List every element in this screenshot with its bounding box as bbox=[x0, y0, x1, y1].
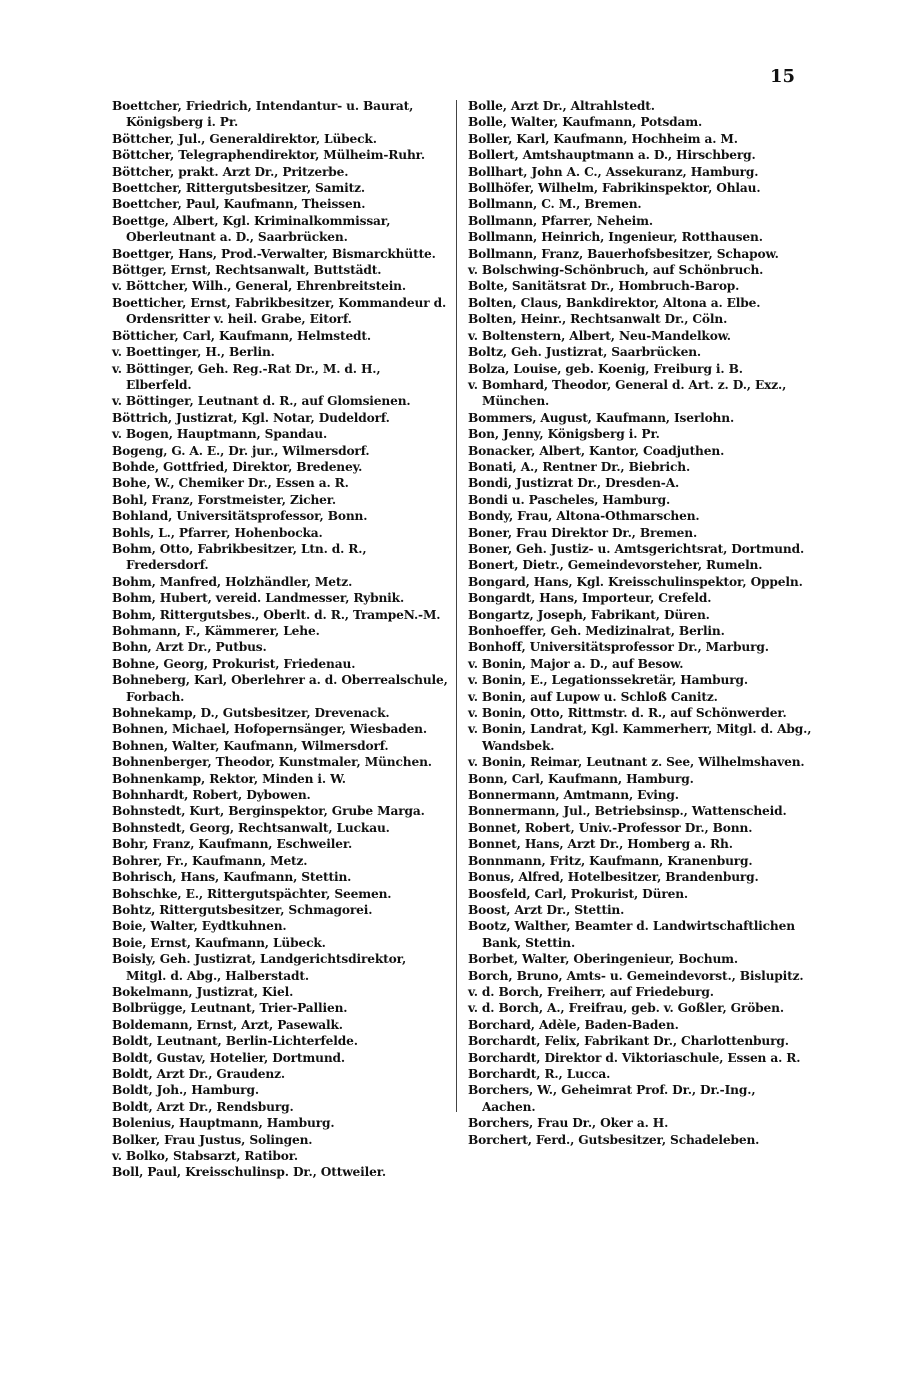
directory-entry: Bohm, Hubert, vereid. Landmesser, Rybnik. bbox=[112, 591, 405, 606]
directory-entry: Boldt, Arzt Dr., Rendsburg. bbox=[112, 1099, 294, 1114]
directory-entry: Bollhart, John A. C., Assekuranz, Hamburg. bbox=[468, 164, 759, 179]
directory-entry: Böttcher, Telegraphendirektor, Mülheim-Ruhr. bbox=[112, 148, 425, 163]
directory-entry: Bogeng, G. A. E., Dr. jur., Wilmersdorf. bbox=[112, 443, 370, 458]
directory-entry: Bondy, Frau, Altona-Othmarschen. bbox=[468, 509, 700, 524]
directory-entry: Bohrer, Fr., Kaufmann, Metz. bbox=[112, 853, 308, 868]
directory-entry: Boisly, Geh. Justizrat, Landgerichtsdirektor, Mitgl. d. Abg., Halberstadt. bbox=[112, 952, 407, 983]
directory-entry: Bonus, Alfred, Hotelbesitzer, Brandenburg. bbox=[468, 870, 759, 885]
directory-entry: Bonn, Carl, Kaufmann, Hamburg. bbox=[468, 771, 694, 786]
directory-entry: Bollmann, Pfarrer, Neheim. bbox=[468, 213, 653, 228]
directory-entry: Bootz, Walther, Beamter d. Landwirtschaftlichen Bank, Stettin. bbox=[468, 919, 795, 950]
directory-entry: v. Bonin, Landrat, Kgl. Kammerherr, Mitgl. d. Abg., Wandsbek. bbox=[468, 722, 812, 753]
directory-entry: Bollert, Amtshauptmann a. D., Hirschberg. bbox=[468, 148, 756, 163]
directory-entry: Boie, Walter, Eydtkuhnen. bbox=[112, 919, 287, 934]
directory-entry: v. Bonin, Otto, Rittmstr. d. R., auf Schönwerder. bbox=[468, 706, 787, 721]
directory-entry: Bohm, Otto, Fabrikbesitzer, Ltn. d. R., Fredersdorf. bbox=[112, 541, 367, 573]
directory-entry: Bolte, Sanitätsrat Dr., Hombruch-Barop. bbox=[468, 279, 740, 294]
directory-entry: Bötticher, Carl, Kaufmann, Helmstedt. bbox=[112, 328, 371, 343]
directory-entry: Bonnmann, Fritz, Kaufmann, Kranenburg. bbox=[468, 853, 753, 868]
directory-entry: Bollmann, C. M., Bremen. bbox=[468, 197, 642, 212]
directory-entry: Boetticher, Ernst, Fabrikbesitzer, Kommandeur d. Ordensritter v. heil. Grabe, Eitorf. bbox=[112, 295, 447, 327]
directory-entry: Borchardt, Direktor d. Viktoriaschule, Essen a. R. bbox=[468, 1050, 801, 1065]
directory-entry: Bohnenberger, Theodor, Kunstmaler, München. bbox=[112, 755, 432, 770]
directory-entry: Boldt, Gustav, Hotelier, Dortmund. bbox=[112, 1050, 346, 1065]
directory-entry: Borch, Bruno, Amts- u. Gemeindevorst., Bislupitz. bbox=[468, 968, 804, 983]
directory-entry: Bolle, Walter, Kaufmann, Potsdam. bbox=[468, 115, 703, 130]
directory-entry: Bonert, Dietr., Gemeindevorsteher, Rumeln. bbox=[468, 558, 763, 573]
directory-entry: Boldt, Leutnant, Berlin-Lichterfelde. bbox=[112, 1034, 358, 1049]
directory-entry: Boner, Frau Direktor Dr., Bremen. bbox=[468, 525, 698, 540]
directory-entry: Borchert, Ferd., Gutsbesitzer, Schadeleben. bbox=[468, 1132, 760, 1147]
directory-entry: Bommers, August, Kaufmann, Iserlohn. bbox=[468, 410, 735, 425]
directory-entry: Bohm, Manfred, Holzhändler, Metz. bbox=[112, 574, 353, 589]
directory-entry: Borchardt, R., Lucca. bbox=[468, 1066, 611, 1081]
directory-entry: Bolza, Louise, geb. Koenig, Freiburg i. B. bbox=[468, 361, 743, 376]
directory-entry: Böttrich, Justizrat, Kgl. Notar, Dudeldorf. bbox=[112, 410, 390, 425]
directory-entry: Bolbrügge, Leutnant, Trier-Pallien. bbox=[112, 1001, 348, 1016]
directory-entry: Bohnstedt, Georg, Rechtsanwalt, Luckau. bbox=[112, 820, 390, 835]
directory-entry: Bohneberg, Karl, Oberlehrer a. d. Oberrealschule, Forbach. bbox=[112, 673, 448, 704]
directory-entry: Bokelmann, Justizrat, Kiel. bbox=[112, 984, 294, 999]
directory-entry: v. d. Borch, Freiherr, auf Friedeburg. bbox=[468, 984, 714, 999]
directory-entry: Bolle, Arzt Dr., Altrahlstedt. bbox=[468, 99, 655, 113]
directory-entry: Borbet, Walter, Oberingenieur, Bochum. bbox=[468, 952, 739, 967]
directory-entry: Bonnermann, Amtmann, Eving. bbox=[468, 788, 679, 803]
directory-entry: Boettcher, Rittergutsbesitzer, Samitz. bbox=[112, 181, 365, 196]
directory-entry: Bohn, Arzt Dr., Putbus. bbox=[112, 640, 267, 655]
directory-entry: Borchers, W., Geheimrat Prof. Dr., Dr.-Ing., Aachen. bbox=[468, 1083, 756, 1114]
directory-entry: Bongardt, Hans, Importeur, Crefeld. bbox=[468, 591, 712, 606]
directory-entry: Bonati, A., Rentner Dr., Biebrich. bbox=[468, 459, 691, 474]
directory-entry: Bollhöfer, Wilhelm, Fabrikinspektor, Ohlau. bbox=[468, 181, 761, 196]
directory-entry: Borchers, Frau Dr., Oker a. H. bbox=[468, 1116, 669, 1131]
directory-entry: Bollmann, Franz, Bauerhofsbesitzer, Schapow. bbox=[468, 246, 779, 261]
directory-entry: Bolker, Frau Justus, Solingen. bbox=[112, 1132, 313, 1147]
directory-entry: v. Bonin, Major a. D., auf Besow. bbox=[468, 656, 684, 671]
directory-entry: Bohne, Georg, Prokurist, Friedenau. bbox=[112, 656, 356, 671]
directory-entry: Bohrisch, Hans, Kaufmann, Stettin. bbox=[112, 870, 352, 885]
directory-entry: v. Bomhard, Theodor, General d. Art. z. D., Exz., München. bbox=[468, 377, 787, 409]
directory-entry: Bohtz, Rittergutsbesitzer, Schmagorei. bbox=[112, 902, 373, 917]
directory-entry: Bolten, Claus, Bankdirektor, Altona a. Elbe. bbox=[468, 295, 761, 310]
right-column bbox=[468, 98, 812, 1148]
directory-entry: Boosfeld, Carl, Prokurist, Düren. bbox=[468, 886, 688, 901]
directory-entry: Bohnstedt, Kurt, Berginspektor, Grube Marga. bbox=[112, 804, 425, 819]
directory-entry: Bonnet, Robert, Univ.-Professor Dr., Bonn. bbox=[468, 820, 753, 835]
directory-entry: Bolenius, Hauptmann, Hamburg. bbox=[112, 1116, 335, 1131]
directory-entry: v. Boltenstern, Albert, Neu-Mandelkow. bbox=[468, 328, 731, 343]
directory-entry: Bohland, Universitätsprofessor, Bonn. bbox=[112, 509, 368, 524]
directory-entry: Bonnet, Hans, Arzt Dr., Homberg a. Rh. bbox=[468, 837, 733, 852]
directory-entry: Bohschke, E., Rittergutspächter, Seemen. bbox=[112, 886, 392, 901]
directory-entry: Boie, Ernst, Kaufmann, Lübeck. bbox=[112, 935, 326, 950]
directory-entry: Boettcher, Paul, Kaufmann, Theissen. bbox=[112, 197, 366, 212]
directory-entry: v. Böttinger, Leutnant d. R., auf Glomsienen. bbox=[112, 394, 411, 409]
directory-entry: v. Bonin, E., Legationssekretär, Hamburg. bbox=[468, 673, 748, 688]
directory-entry: v. Bonin, Reimar, Leutnant z. See, Wilhelmshaven. bbox=[468, 755, 805, 770]
directory-entry: Boettge, Albert, Kgl. Kriminalkommissar, Oberleutnant a. D., Saarbrücken. bbox=[112, 213, 391, 245]
directory-entry: Bohnen, Walter, Kaufmann, Wilmersdorf. bbox=[112, 738, 389, 753]
directory-entry: Boller, Karl, Kaufmann, Hochheim a. M. bbox=[468, 131, 738, 146]
directory-entry: Boettger, Hans, Prod.-Verwalter, Bismarckhütte. bbox=[112, 246, 436, 261]
directory-entry: Borchardt, Felix, Fabrikant Dr., Charlottenburg. bbox=[468, 1034, 789, 1049]
directory-entry: Boldt, Arzt Dr., Graudenz. bbox=[112, 1066, 285, 1081]
directory-entry: Boldt, Joh., Hamburg. bbox=[112, 1083, 259, 1098]
directory-entry: Boldemann, Ernst, Arzt, Pasewalk. bbox=[112, 1017, 343, 1032]
directory-entry: Bohnekamp, D., Gutsbesitzer, Drevenack. bbox=[112, 706, 390, 721]
directory-entry: v. Bolko, Stabsarzt, Ratibor. bbox=[112, 1149, 298, 1163]
directory-entry: Bohe, W., Chemiker Dr., Essen a. R. bbox=[112, 476, 349, 491]
directory-entry: Bonnermann, Jul., Betriebsinsp., Wattenscheid. bbox=[468, 804, 787, 819]
directory-entry: Boner, Geh. Justiz- u. Amtsgerichtsrat, Dortmund. bbox=[468, 541, 805, 556]
directory-entry: Bohmann, F., Kämmerer, Lehe. bbox=[112, 624, 320, 638]
directory-entry: Bohr, Franz, Kaufmann, Eschweiler. bbox=[112, 837, 353, 852]
directory-entry: Bon, Jenny, Königsberg i. Pr. bbox=[468, 427, 660, 442]
directory-entry: Boltz, Geh. Justizrat, Saarbrücken. bbox=[468, 345, 702, 360]
directory-entry: v. Bonin, auf Lupow u. Schloß Canitz. bbox=[468, 689, 718, 704]
directory-entry: Bongard, Hans, Kgl. Kreisschulinspektor, Oppeln. bbox=[468, 574, 803, 589]
directory-entry: Bohnhardt, Robert, Dybowen. bbox=[112, 788, 311, 803]
left-column bbox=[112, 98, 448, 1181]
directory-entry: Böttcher, prakt. Arzt Dr., Pritzerbe. bbox=[112, 164, 349, 179]
directory-entry: v. d. Borch, A., Freifrau, geb. v. Goßler, Gröben. bbox=[468, 1001, 784, 1016]
directory-entry: v. Boettinger, H., Berlin. bbox=[112, 345, 275, 360]
directory-entry: Bohl, Franz, Forstmeister, Zicher. bbox=[112, 492, 337, 507]
directory-entry: v. Bogen, Hauptmann, Spandau. bbox=[112, 427, 328, 442]
directory-entry: Bondi u. Pascheles, Hamburg. bbox=[468, 492, 671, 507]
directory-entry: Bolten, Heinr., Rechtsanwalt Dr., Cöln. bbox=[468, 312, 728, 327]
directory-entry: Bohnen, Michael, Hofopernsänger, Wiesbaden. bbox=[112, 722, 427, 737]
directory-entry: v. Böttcher, Wilh., General, Ehrenbreitstein. bbox=[112, 279, 406, 294]
page-number: 15 bbox=[770, 66, 796, 87]
directory-entry: Boll, Paul, Kreisschulinsp. Dr., Ottweiler. bbox=[112, 1165, 386, 1180]
directory-entry: Boettcher, Friedrich, Intendantur- u. Baurat, Königsberg i. Pr. bbox=[112, 99, 414, 130]
directory-entry: Borchard, Adèle, Baden-Baden. bbox=[468, 1017, 679, 1032]
directory-entry: Bohnenkamp, Rektor, Minden i. W. bbox=[112, 771, 346, 786]
directory-entry: Bohm, Rittergutsbes., Oberlt. d. R., TrampeN.-M. bbox=[112, 607, 441, 622]
directory-entry: Bohls, L., Pfarrer, Hohenbocka. bbox=[112, 525, 323, 540]
directory-entry: Boost, Arzt Dr., Stettin. bbox=[468, 902, 625, 917]
directory-entry: Böttger, Ernst, Rechtsanwalt, Buttstädt. bbox=[112, 263, 382, 278]
directory-entry: Böttcher, Jul., Generaldirektor, Lübeck. bbox=[112, 131, 377, 146]
directory-entry: v. Böttinger, Geh. Reg.-Rat Dr., M. d. H., Elberfeld. bbox=[112, 361, 381, 392]
directory-entry: Bongartz, Joseph, Fabrikant, Düren. bbox=[468, 607, 710, 622]
directory-entry: Bonhoeffer, Geh. Medizinalrat, Berlin. bbox=[468, 624, 725, 638]
directory-entry: Bonacker, Albert, Kantor, Coadjuthen. bbox=[468, 443, 725, 458]
column-divider bbox=[456, 100, 457, 1112]
directory-entry: Bonhoff, Universitätsprofessor Dr., Marburg. bbox=[468, 640, 769, 655]
directory-entry: v. Bolschwing-Schönbruch, auf Schönbruch. bbox=[468, 263, 764, 278]
directory-entry: Bohde, Gottfried, Direktor, Bredeney. bbox=[112, 459, 363, 474]
directory-entry: Bondi, Justizrat Dr., Dresden-A. bbox=[468, 476, 680, 491]
directory-entry: Bollmann, Heinrich, Ingenieur, Rotthausen. bbox=[468, 230, 763, 245]
